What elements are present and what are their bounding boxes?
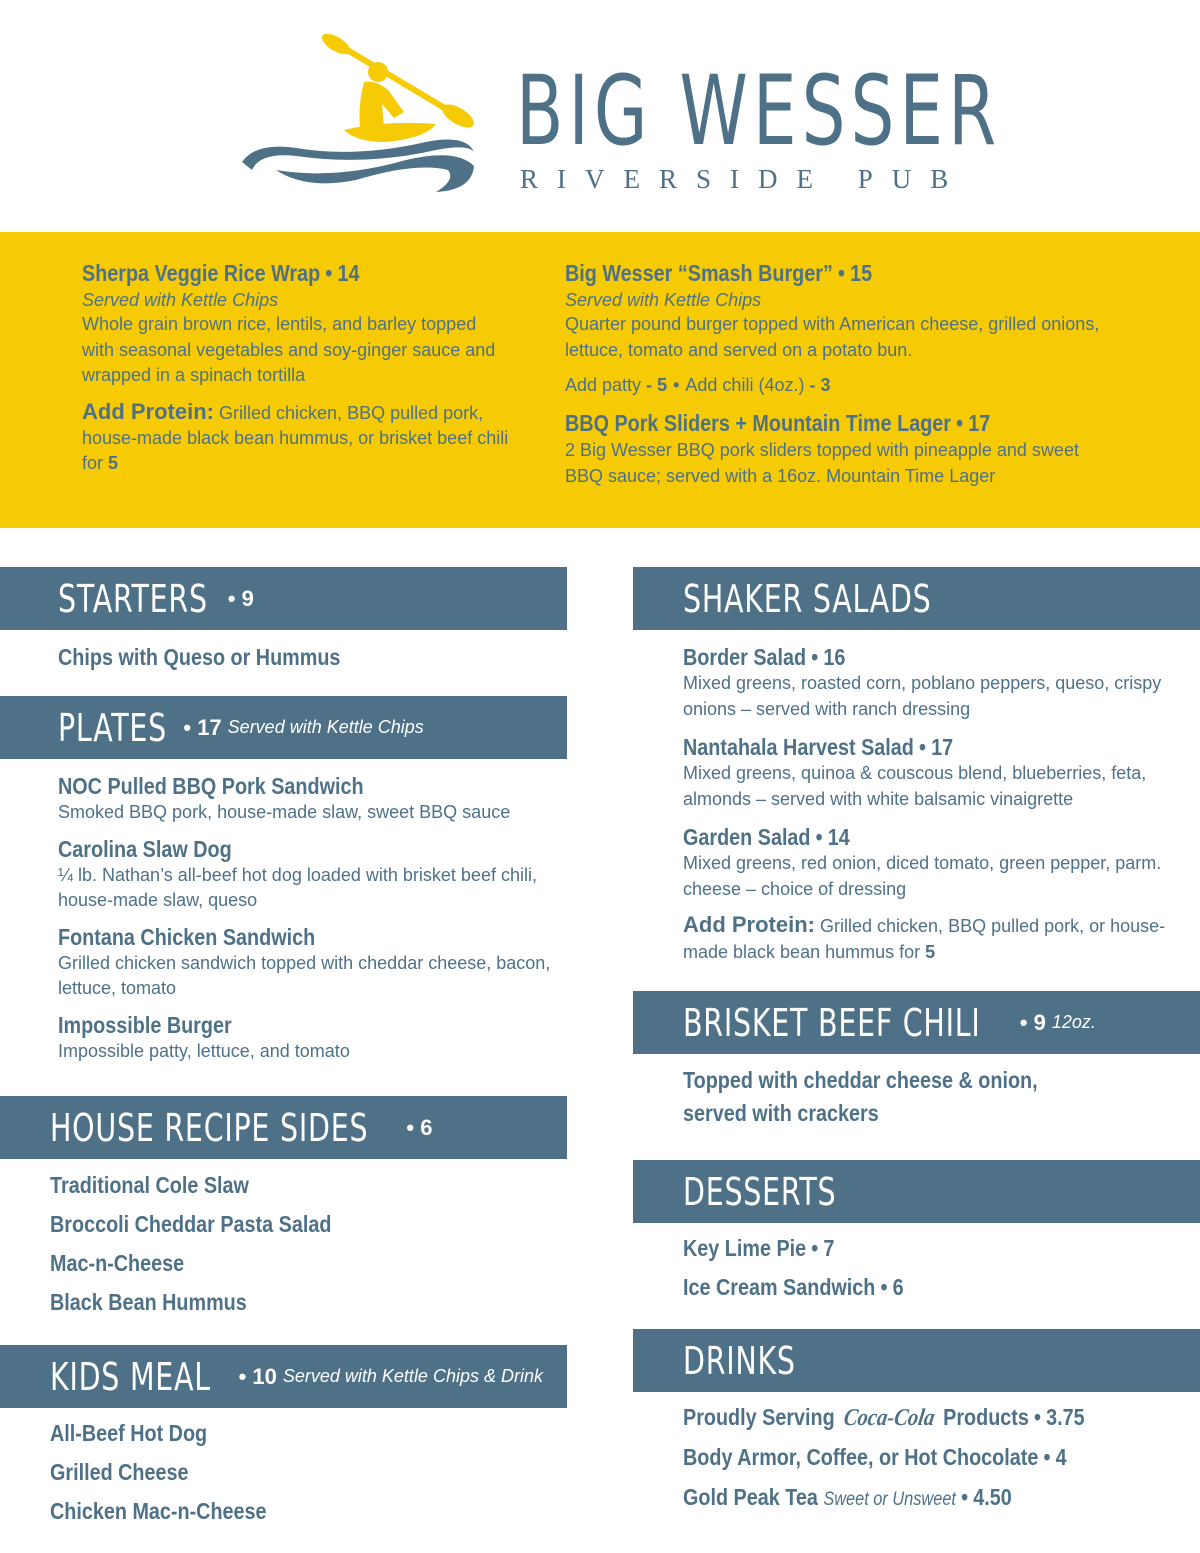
- section-header-starters: STARTERS • 9: [0, 567, 567, 630]
- starters-price: 9: [241, 585, 254, 611]
- chili-line-1: Topped with cheddar cheese & onion,: [683, 1067, 1038, 1093]
- coca-cola-logo: Coca-Cola: [841, 1405, 937, 1431]
- item-desc: Mixed greens, red onion, diced tomato, green pepper, parm. cheese – choice of dressing: [683, 853, 1162, 899]
- list-item: Garden Salad • 14: [683, 824, 850, 850]
- drinks-list: [683, 1404, 1150, 1511]
- section-header-chili: BRISKET BEEF CHILI • 9 12oz.: [633, 991, 1200, 1054]
- list-item: Mac-n-Cheese: [50, 1250, 185, 1276]
- featured-section: [0, 232, 1200, 528]
- brand-subtitle: RIVERSIDE PUB: [520, 164, 968, 194]
- chili-line-2: served with crackers: [683, 1100, 879, 1126]
- list-item: Grilled Cheese: [50, 1459, 189, 1485]
- chili-note: 12oz.: [1051, 1012, 1096, 1032]
- plates-list: [58, 773, 558, 1064]
- brand-title: BIG WESSER: [516, 55, 1002, 167]
- section-header-plates: PLATES • 17 Served with Kettle Chips: [0, 696, 567, 759]
- salads-list: [683, 644, 1193, 965]
- sides-title: HOUSE RECIPE SIDES: [50, 1105, 369, 1150]
- feature-wrap-protein: Add Protein: Grilled chicken, BBQ pulled pork, house-made black bean hummus, or brisket beef chili for 5: [82, 398, 509, 473]
- feature-wrap-name: Sherpa Veggie Rice Wrap • 14: [82, 260, 360, 286]
- list-item: Nantahala Harvest Salad • 17: [683, 734, 954, 760]
- desserts-title: DESSERTS: [683, 1169, 837, 1214]
- feature-burger-served: Served with Kettle Chips: [565, 290, 762, 310]
- list-item: Border Salad • 16: [683, 644, 846, 670]
- list-item: All-Beef Hot Dog: [50, 1420, 208, 1446]
- item-desc: Mixed greens, quinoa & couscous blend, blueberries, feta, almonds – served with white balsamic vinaigrette: [683, 763, 1147, 809]
- kids-price: 10: [252, 1363, 277, 1389]
- list-item: Chicken Mac-n-Cheese: [50, 1498, 267, 1524]
- feature-sliders-desc: 2 Big Wesser BBQ pork sliders topped with pineapple and sweet BBQ sauce; served with a 16oz. Mountain Time Lager: [565, 440, 1079, 486]
- plates-title: PLATES: [58, 705, 168, 750]
- list-item: Chips with Queso or Hummus: [58, 644, 341, 670]
- chili-desc: [683, 1067, 1095, 1127]
- plates-price: 17: [197, 714, 222, 740]
- starters-title: STARTERS: [58, 576, 208, 621]
- list-item: Proudly Serving Coca-Cola Products • 3.75: [683, 1404, 1085, 1431]
- feature-wrap-served: Served with Kettle Chips: [82, 290, 279, 310]
- feature-burger: [565, 258, 1165, 489]
- chili-price: 9: [1033, 1009, 1046, 1035]
- section-header-drinks: [633, 1329, 1200, 1392]
- item-desc: Smoked BBQ pork, house-made slaw, sweet BBQ sauce: [58, 802, 511, 822]
- item-desc: Grilled chicken sandwich topped with cheddar cheese, bacon, lettuce, tomato: [58, 952, 551, 998]
- list-item: Black Bean Hummus: [50, 1289, 247, 1315]
- section-header-sides: HOUSE RECIPE SIDES • 6: [0, 1096, 567, 1159]
- list-item: Gold Peak Tea Sweet or Unsweet • 4.50: [683, 1484, 1012, 1510]
- salads-title: SHAKER SALADS: [683, 576, 932, 621]
- plates-note: Served with Kettle Chips: [227, 717, 424, 737]
- section-header-salads: [633, 567, 1200, 630]
- list-item: Carolina Slaw Dog: [58, 835, 232, 862]
- feature-burger-name: Big Wesser “Smash Burger” • 15: [565, 260, 873, 286]
- list-item: Fontana Chicken Sandwich: [58, 923, 316, 950]
- list-item: NOC Pulled BBQ Pork Sandwich: [58, 773, 364, 799]
- kids-list: [50, 1420, 302, 1537]
- section-header-desserts: [633, 1160, 1200, 1223]
- sides-price: 6: [420, 1114, 433, 1140]
- feature-wrap: [82, 258, 512, 476]
- item-desc: Mixed greens, roasted corn, poblano peppers, queso, crispy onions – served with ranch dressing: [683, 673, 1162, 719]
- item-desc: ¼ lb. Nathan’s all-beef hot dog loaded with brisket beef chili, house-made slaw, queso: [58, 864, 537, 910]
- list-item: Ice Cream Sandwich • 6: [683, 1274, 904, 1300]
- list-item: Key Lime Pie • 7: [683, 1235, 835, 1261]
- list-item: Body Armor, Coffee, or Hot Chocolate • 4: [683, 1444, 1067, 1470]
- header: [0, 0, 1200, 232]
- desserts-list: [683, 1235, 940, 1313]
- sides-list: [50, 1172, 377, 1328]
- kayaker-icon: [236, 30, 481, 202]
- feature-sliders-price: 17: [968, 410, 991, 436]
- salads-protein: Add Protein: Grilled chicken, BBQ pulled pork, or house-made black bean hummus for 5: [683, 912, 1166, 962]
- chili-title: BRISKET BEEF CHILI: [683, 1000, 981, 1045]
- list-item: Broccoli Cheddar Pasta Salad: [50, 1211, 332, 1237]
- list-item: Impossible Burger: [58, 1011, 232, 1038]
- item-desc: Impossible patty, lettuce, and tomato: [58, 1040, 350, 1061]
- kids-note: Served with Kettle Chips & Drink: [282, 1366, 543, 1386]
- list-item: Traditional Cole Slaw: [50, 1172, 249, 1198]
- feature-burger-desc: Quarter pound burger topped with American cheese, grilled onions, lettuce, tomato and served on a potato bun.: [565, 314, 1100, 360]
- section-header-kids: KIDS MEAL • 10 Served with Kettle Chips & Drink: [0, 1345, 567, 1408]
- drinks-title: DRINKS: [683, 1338, 796, 1383]
- feature-wrap-price: 14: [337, 260, 360, 286]
- feature-burger-price: 15: [850, 260, 873, 286]
- feature-wrap-desc: Whole grain brown rice, lentils, and barley topped with seasonal vegetables and soy-ginger sauce and wrapped in a spinach tortilla: [82, 314, 496, 385]
- kids-title: KIDS MEAL: [50, 1354, 211, 1399]
- feature-sliders-name: BBQ Pork Sliders + Mountain Time Lager • 17: [565, 410, 991, 436]
- feature-burger-addons: Add patty - 5 • Add chili (4oz.) - 3: [565, 375, 831, 395]
